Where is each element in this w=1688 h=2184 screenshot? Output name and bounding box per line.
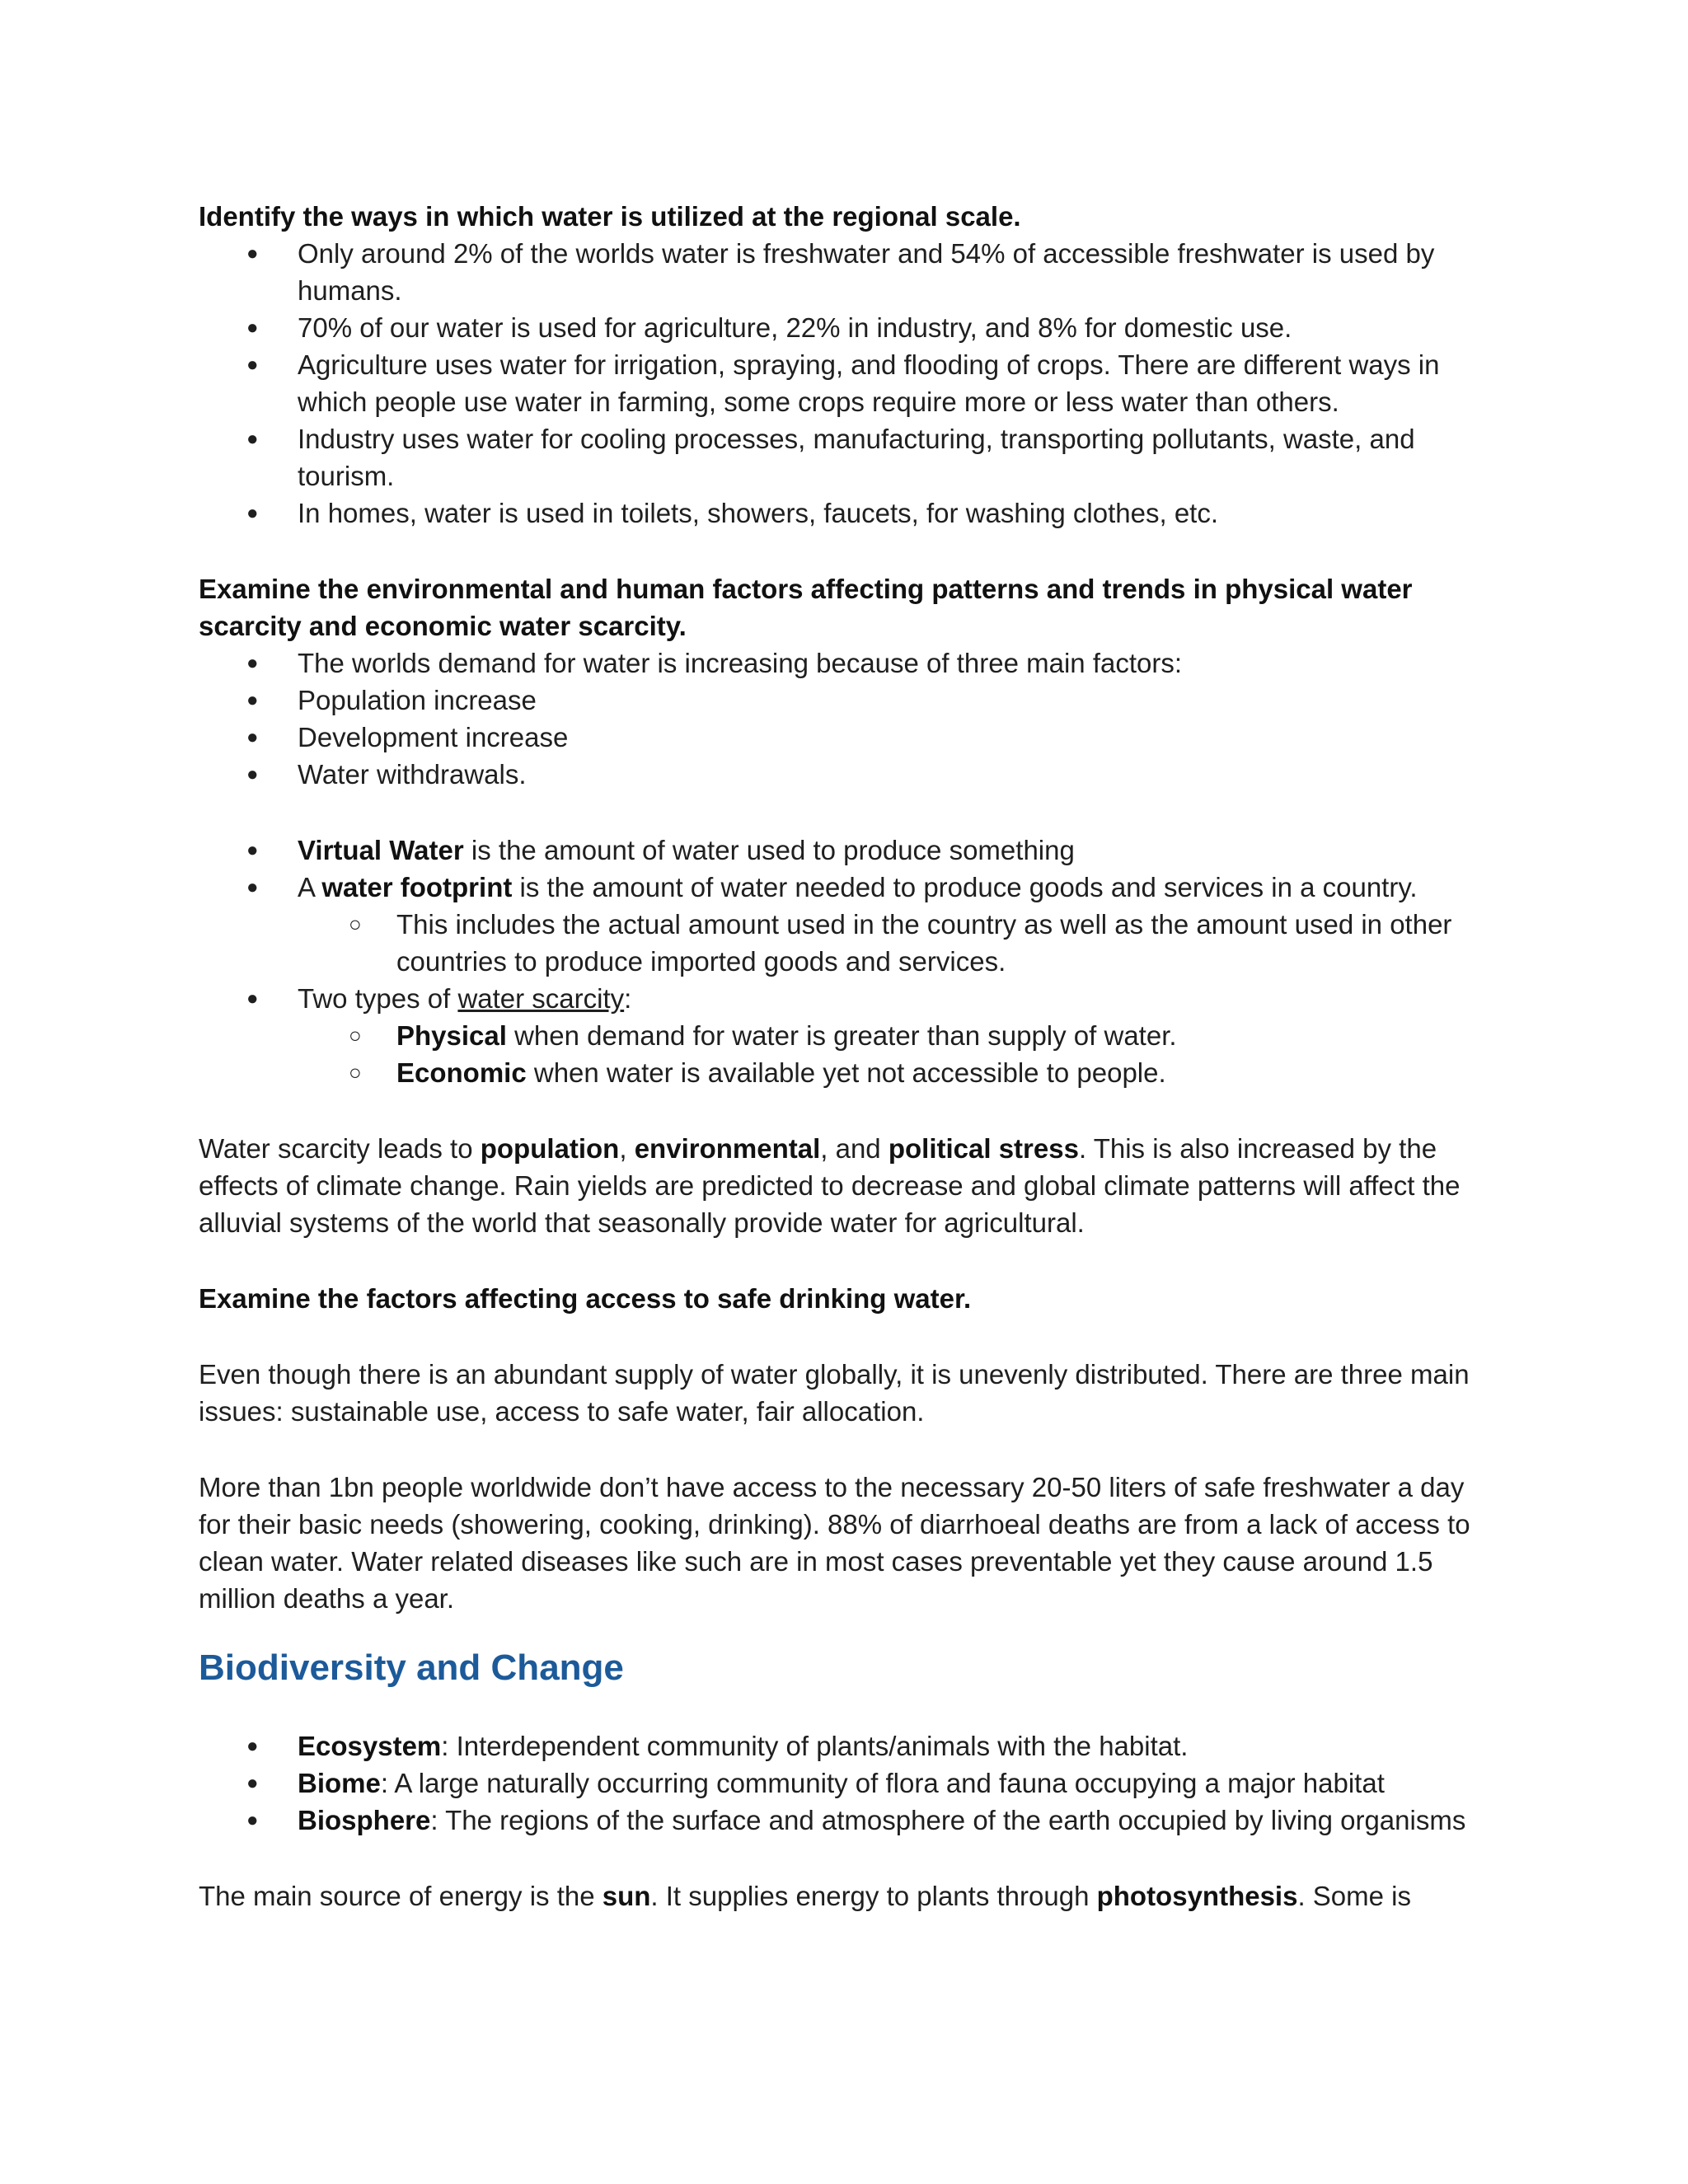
list-item: ● 70% of our water is used for agriculture, 22% in industry, and 8% for domestic use. — [199, 309, 1501, 346]
term-ecosystem: Ecosystem — [298, 1731, 442, 1761]
footprint-sublist — [298, 906, 1501, 980]
question-drinking-water: Examine the factors affecting access to safe drinking water. — [199, 1283, 972, 1314]
list-item-biosphere — [199, 1802, 1501, 1839]
list-item: ● Water withdrawals. — [199, 756, 1501, 793]
definition-text: when demand for water is greater than supply of water. — [506, 1020, 1177, 1051]
term-water-footprint: water footprint — [321, 872, 513, 902]
definitions-list — [199, 832, 1501, 1091]
text-run: , — [619, 1133, 635, 1164]
term-virtual-water: Virtual Water — [298, 835, 464, 865]
term-population: population — [480, 1133, 620, 1164]
paragraph-distribution: Even though there is an abundant supply of water globally, it is unevenly distributed. There are three main issues: sustainable use, access to safe water, fair allocation. — [199, 1359, 1470, 1427]
sub-list-item-economic — [298, 1054, 1501, 1091]
list-item-ecosystem — [199, 1727, 1501, 1765]
text-run: . It supplies energy to plants through — [650, 1881, 1097, 1911]
biodiversity-terms-list — [199, 1727, 1501, 1839]
list-item-virtual-water — [199, 832, 1501, 869]
suffix-text: : — [624, 983, 632, 1014]
definition-text: : A large naturally occurring community of flora and fauna occupying a major habitat — [380, 1768, 1385, 1798]
demand-factors-list — [199, 644, 1501, 793]
text-run: , and — [820, 1133, 889, 1164]
sub-list-item-physical — [298, 1017, 1501, 1054]
definition-text: is the amount of water needed to produce goods and services in a country. — [512, 872, 1418, 902]
prefix-text: Two types of — [298, 983, 458, 1014]
prefix-text: A — [298, 872, 322, 902]
list-item: ● The worlds demand for water is increasing because of three main factors: — [199, 644, 1501, 682]
paragraph-access-statistics: More than 1bn people worldwide don’t have access to the necessary 20-50 liters of safe freshwater a day for their basic needs (showering, cooking, drinking). 88% of diarrhoeal deaths are from a lack of access to clean water. Water related diseases like such are in most cases preventable yet they cause around 1.5 million deaths a year. — [199, 1472, 1470, 1614]
list-item: ● Industry uses water for cooling processes, manufacturing, transporting pollutants, waste, and tourism. — [199, 420, 1501, 494]
list-item: ● In homes, water is used in toilets, showers, faucets, for washing clothes, etc. — [199, 494, 1501, 532]
definition-text: is the amount of water used to produce something — [463, 835, 1075, 865]
term-sun: sun — [602, 1881, 651, 1911]
definition-text: : The regions of the surface and atmosphere of the earth occupied by living organisms — [430, 1805, 1466, 1835]
list-item-scarcity-types — [199, 980, 1501, 1091]
list-item-water-footprint — [199, 869, 1501, 980]
heading-biodiversity: Biodiversity and Change — [199, 1647, 624, 1688]
link-water-scarcity[interactable]: water scarcity — [457, 983, 625, 1014]
paragraph-scarcity-stress — [199, 1130, 1501, 1241]
question-water-scarcity: Examine the environmental and human factors affecting patterns and trends in physical water scarcity and economic water scarcity. — [199, 574, 1413, 641]
definition-text: : Interdependent community of plants/animals with the habitat. — [441, 1731, 1189, 1761]
paragraph-energy-source — [199, 1877, 1501, 1915]
list-item: ● Only around 2% of the worlds water is freshwater and 54% of accessible freshwater is used by humans. — [199, 235, 1501, 309]
text-run: Water scarcity leads to — [199, 1133, 481, 1164]
water-use-list — [199, 235, 1501, 532]
question-water-use: Identify the ways in which water is utilized at the regional scale. — [199, 201, 1021, 232]
term-biosphere: Biosphere — [298, 1805, 431, 1835]
list-item-biome — [199, 1765, 1501, 1802]
term-economic: Economic — [396, 1057, 527, 1088]
term-photosynthesis: photosynthesis — [1096, 1881, 1298, 1911]
text-run: . This is also increased by the effects of climate change. Rain yields are predicted to decrease and global climate patterns will affect the alluvial systems of the world that seasonally provide water for agricultural. — [199, 1133, 1461, 1238]
list-item: ● Population increase — [199, 682, 1501, 719]
text-run: The main source of energy is the — [199, 1881, 603, 1911]
scarcity-sublist — [298, 1017, 1501, 1091]
list-item: ● Agriculture uses water for irrigation, spraying, and flooding of crops. There are different ways in which people use water in farming, some crops require more or less water than others. — [199, 346, 1501, 420]
list-item: ● Development increase — [199, 719, 1501, 756]
term-political-stress: political stress — [888, 1133, 1079, 1164]
text-run: . Some is — [1297, 1881, 1411, 1911]
term-biome: Biome — [298, 1768, 381, 1798]
sub-list-item: ○ This includes the actual amount used in the country as well as the amount used in other countries to produce imported goods and services. — [298, 906, 1501, 980]
document-content — [199, 198, 1501, 1915]
term-environmental: environmental — [634, 1133, 821, 1164]
term-physical: Physical — [396, 1020, 507, 1051]
definition-text: when water is available yet not accessible to people. — [526, 1057, 1166, 1088]
